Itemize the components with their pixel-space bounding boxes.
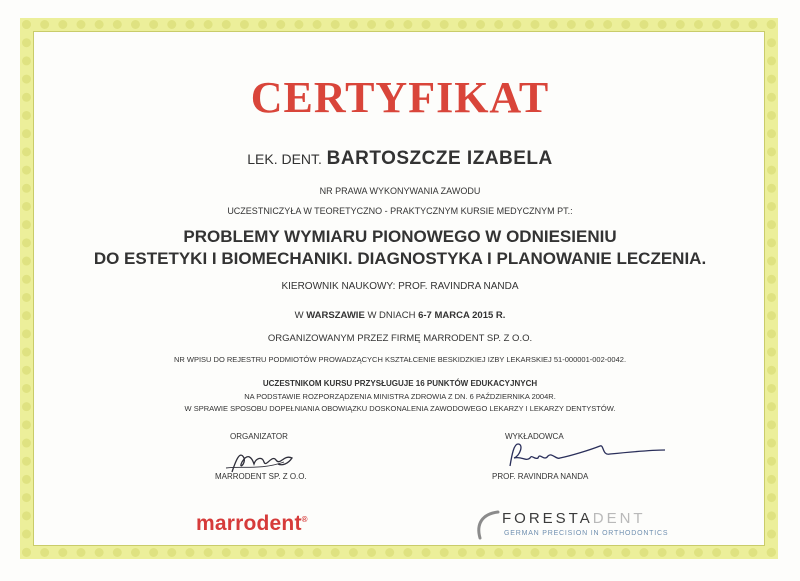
points-line: UCZESTNIKOM KURSU PRZYSŁUGUJE 16 PUNKTÓW EDUKACYJNYCH bbox=[262, 379, 538, 388]
forestadent-wordmark bbox=[502, 510, 646, 527]
registered-mark-icon: ® bbox=[301, 515, 308, 524]
organizer-label: ORGANIZATOR bbox=[230, 432, 288, 441]
regulation-line-1: NA PODSTAWIE ROZPORZĄDZENIA MINISTRA ZDROWIA Z DN. 6 PAŹDZIERNIKA 2004R. bbox=[244, 392, 556, 401]
regulation-line-2: W SPRAWIE SPOSOBU DOPEŁNIANIA OBOWIĄZKU DOSKONALENIA ZAWODOWEGO LEKARZY I LEKARZY DENTYSTÓW. bbox=[184, 404, 616, 413]
lecturer-signature bbox=[500, 438, 670, 472]
course-title-line-1: PROBLEMY WYMIARU PIONOWEGO W ODNIESIENIU bbox=[183, 227, 617, 246]
location-mid: W DNIACH bbox=[367, 310, 416, 321]
registry-line: NR WPISU DO REJESTRU PODMIOTÓW PROWADZĄCYCH KSZTAŁCENIE BESKIDZKIEJ IZBY LEKARSKIEJ 51-000001-002-0042. bbox=[173, 355, 627, 364]
organized-by-line: ORGANIZOWANYM PRZEZ FIRMĘ MARRODENT SP. Z O.O. bbox=[267, 333, 533, 344]
participation-line: UCZESTNICZYŁA W TEORETYCZNO - PRAKTYCZNYM KURSIE MEDYCZNYM PT.: bbox=[227, 206, 573, 216]
lecturer-name: PROF. RAVINDRA NANDA bbox=[492, 472, 589, 481]
location-dates: 6-7 MARCA 2015 R. bbox=[418, 310, 506, 321]
forestadent-tagline: GERMAN PRECISION IN ORTHODONTICS bbox=[504, 530, 669, 537]
license-line: NR PRAWA WYKONYWANIA ZAWODU bbox=[319, 186, 481, 196]
location-pre: W bbox=[294, 310, 304, 321]
organizer-name: MARRODENT SP. Z O.O. bbox=[215, 472, 307, 481]
scientific-director-line: KIEROWNIK NAUKOWY: PROF. RAVINDRA NANDA bbox=[281, 281, 519, 292]
marrodent-logo bbox=[196, 512, 308, 536]
course-title-line-2: DO ESTETYKI I BIOMECHANIKI. DIAGNOSTYKA I PLANOWANIE LECZENIA. bbox=[93, 249, 707, 268]
marrodent-logo-text: marrodent bbox=[196, 512, 302, 535]
forestadent-arc-icon bbox=[472, 508, 502, 540]
lecturer-label: WYKŁADOWCA bbox=[505, 432, 564, 441]
location-date-line bbox=[0, 310, 800, 321]
recipient-line bbox=[0, 148, 800, 170]
recipient-prefix: LEK. DENT. bbox=[247, 151, 322, 167]
recipient-name: BARTOSZCZE IZABELA bbox=[326, 148, 553, 169]
certificate-title: CERTYFIKAT bbox=[250, 73, 550, 122]
forestadent-word-main: FORESTA bbox=[502, 510, 593, 527]
forestadent-word-dent: DENT bbox=[592, 510, 646, 527]
location-city: WARSZAWIE bbox=[306, 310, 365, 321]
